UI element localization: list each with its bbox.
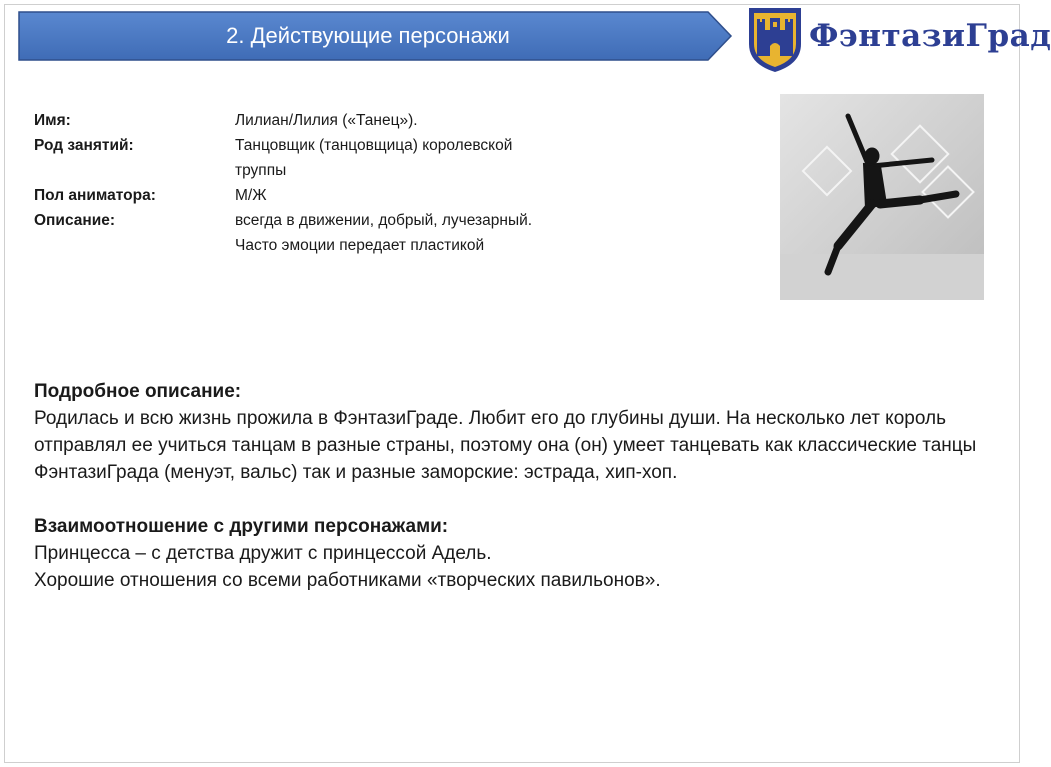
relations-line: Хорошие отношения со всеми работниками «творческих павильонов». [34, 570, 661, 591]
dancer-photo [780, 94, 984, 300]
profile-label: Пол аниматора: [34, 187, 156, 204]
profile-label: Род занятий: [34, 137, 134, 154]
character-profile [34, 108, 554, 258]
detailed-description [34, 378, 994, 594]
profile-row-occupation [34, 133, 554, 183]
castle-crest-icon [745, 4, 805, 74]
profile-value: М/Ж [235, 187, 267, 204]
title-banner [18, 11, 733, 61]
details-heading: Подробное описание: [34, 381, 242, 402]
page-title: 2. Действующие персонажи [226, 23, 510, 48]
profile-row-name [34, 108, 554, 133]
profile-value: Танцовщик (танцовщица) королевской труппы [235, 137, 513, 179]
relations-line: Принцесса – с детства дружит с принцессой Адель. [34, 543, 492, 564]
profile-label: Имя: [34, 112, 71, 129]
logo-text: ФэнтазиГрад [809, 18, 1051, 54]
profile-label: Описание: [34, 212, 116, 229]
profile-value: Лилиан/Лилия («Танец»). [235, 112, 418, 129]
profile-row-gender [34, 183, 554, 208]
details-text: Родилась и всю жизнь прожила в ФэнтазиГраде. Любит его до глубины души. На несколько лет король отправлял ее учиться танцам в разные страны, поэтому она (он) умеет танцевать как классические танцы ФэнтазиГрада (менуэт, вальс) так и разные заморские: эстрада, хип-хоп. [34, 408, 977, 483]
logo [745, 4, 1051, 74]
profile-value: всегда в движении, добрый, лучезарный. Часто эмоции передает пластикой [235, 212, 533, 254]
relations-heading: Взаимоотношение с другими персонажами: [34, 516, 449, 537]
profile-row-description [34, 208, 554, 258]
